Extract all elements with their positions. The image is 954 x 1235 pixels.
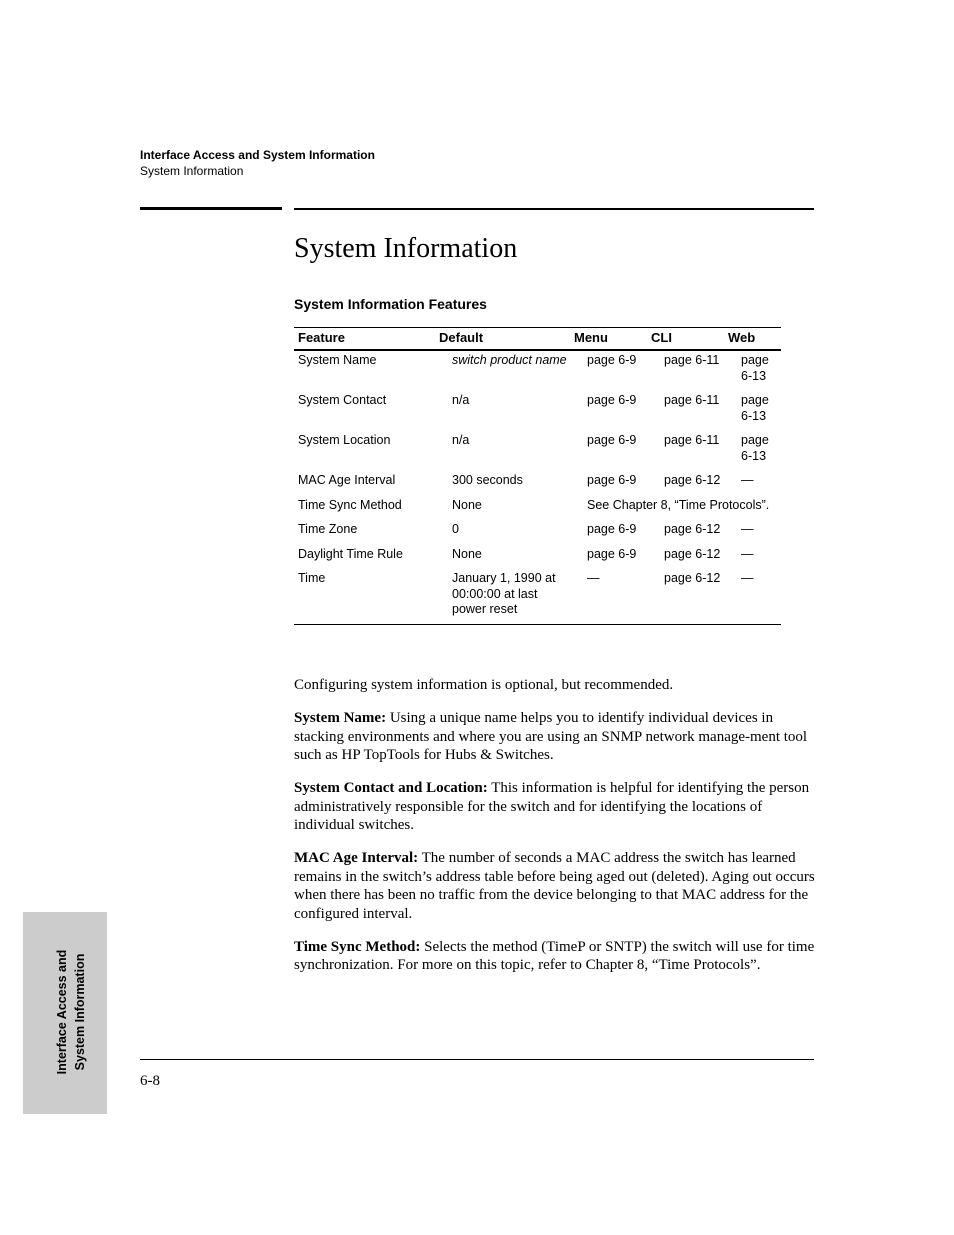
cell-menu: page 6-9 <box>587 353 637 367</box>
cell-cli: page 6-11 <box>664 433 720 447</box>
cell-default: None <box>452 546 482 561</box>
side-tab-line: System Information <box>73 953 87 1071</box>
body-text <box>294 676 816 989</box>
table-row <box>294 391 781 431</box>
cell-default: 0 <box>452 522 459 536</box>
cell-menu: — <box>570 569 647 624</box>
cell-cli: page 6-11 <box>664 353 720 367</box>
paragraph-system-name <box>294 709 816 765</box>
cell-feature: System Name <box>298 353 377 367</box>
cell-feature: Time Zone <box>298 522 358 536</box>
term: System Name: <box>294 710 387 726</box>
cell-feature: MAC Age Interval <box>298 473 396 487</box>
intro-paragraph: Configuring system information is optional, but recommended. <box>294 677 674 693</box>
cell-menu: page 6-9 <box>587 522 637 536</box>
running-head-section: System Information <box>140 164 244 178</box>
cell-web: — <box>724 569 781 624</box>
paragraph-text: This information is helpful for identifying the person administratively responsible for the switch and for identifying the locations of individual switches. <box>294 780 810 833</box>
features-table <box>294 327 781 625</box>
term: Time Sync Method: <box>294 938 421 955</box>
table-row <box>294 471 781 496</box>
footer-rule <box>140 1059 814 1060</box>
paragraph-time-sync <box>294 938 816 975</box>
cell-span-note: See Chapter 8, “Time Protocols”. <box>587 497 770 512</box>
side-tab-line: Interface Access and <box>55 949 69 1075</box>
running-head <box>140 147 375 179</box>
cell-cli: page 6-12 <box>664 546 721 561</box>
paragraph-text: Using a unique name helps you to identify individual devices in stacking environments and where you are using an SNMP network manage-ment tool such as HP TopTools for Hubs & Switches. <box>294 710 808 763</box>
header-rule-long <box>294 208 814 210</box>
cell-web: page 6-13 <box>741 393 769 423</box>
column-header-cli: CLI <box>647 328 724 351</box>
cell-web: — <box>741 473 754 487</box>
term: System Contact and Location: <box>294 780 488 796</box>
table-row <box>294 520 781 545</box>
cell-default: n/a <box>452 433 470 447</box>
cell-cli: page 6-12 <box>647 569 724 624</box>
cell-menu: page 6-9 <box>587 546 637 561</box>
table-row <box>294 496 781 521</box>
cell-web: page 6-13 <box>741 433 769 463</box>
cell-default: n/a <box>452 393 470 407</box>
cell-cli: page 6-12 <box>664 473 721 487</box>
paragraph-mac-age <box>294 849 816 923</box>
side-tab-label <box>53 912 89 1112</box>
cell-feature: Daylight Time Rule <box>298 546 403 561</box>
cell-feature: Time <box>294 569 435 624</box>
column-header-web: Web <box>724 328 781 351</box>
running-head-chapter: Interface Access and System Information <box>140 148 375 162</box>
cell-menu: page 6-9 <box>587 393 637 407</box>
cell-menu: page 6-9 <box>587 433 637 447</box>
paragraph-text: The number of seconds a MAC address the switch has learned remains in the switch’s address table before being aged out (deleted). Aging out occurs when there has been no traffic from the device belonging to that MAC address for the configured interval. <box>294 850 815 922</box>
table-row <box>294 431 781 471</box>
paragraph-text: Selects the method (TimeP or SNTP) the switch will use for time synchronization. For more on this topic, refer to Chapter 8, “Time Protocols”. <box>294 938 815 973</box>
table-row <box>294 569 781 624</box>
term: MAC Age Interval: <box>294 850 419 866</box>
cell-cli: page 6-11 <box>664 393 720 407</box>
cell-feature: Time Sync Method <box>298 497 402 512</box>
cell-web: — <box>741 546 754 561</box>
cell-default: January 1, 1990 at 00:00:00 at last power reset <box>435 569 570 624</box>
table-row <box>294 545 781 570</box>
cell-cli: page 6-12 <box>664 522 721 536</box>
page-number: 6-8 <box>140 1073 160 1089</box>
cell-web: — <box>741 522 754 536</box>
cell-menu: page 6-9 <box>587 473 637 487</box>
cell-feature: System Location <box>298 433 391 447</box>
cell-default: switch product name <box>452 353 567 367</box>
cell-feature: System Contact <box>298 393 387 407</box>
column-header-feature: Feature <box>294 328 435 351</box>
cell-default: 300 seconds <box>452 473 523 487</box>
paragraph-contact-location <box>294 779 816 835</box>
column-header-default: Default <box>435 328 570 351</box>
cell-web: page 6-13 <box>741 353 769 383</box>
page-title: System Information <box>294 233 518 264</box>
column-header-menu: Menu <box>570 328 647 351</box>
table-row <box>294 350 781 391</box>
cell-default: None <box>452 497 482 512</box>
table-header-row <box>294 328 781 351</box>
header-rule-short <box>140 207 282 210</box>
table-caption: System Information Features <box>294 296 487 312</box>
